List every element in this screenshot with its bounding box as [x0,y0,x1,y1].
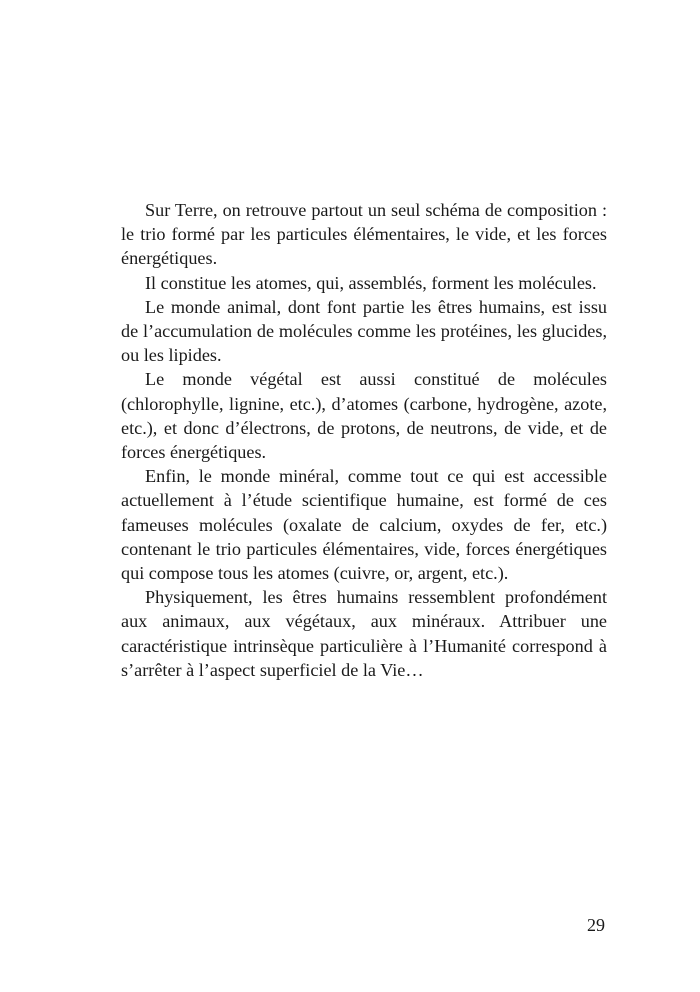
paragraph-4: Le monde végétal est aussi constitué de molécules (chlorophylle, lignine, etc.), d’atomes (carbone, hydrogène, azote, etc.), et donc d’électrons, de protons, de neutrons, de vide, et de forces énergétiques. [121,369,607,463]
paragraph-3: Le monde animal, dont font partie les êtres humains, est issu de l’accumulation de molécules comme les protéines, les glucides, ou les lipides. [121,296,607,366]
paragraph-2: Il constitue les atomes, qui, assemblés, forment les molécules. [145,272,597,293]
paragraph-1: Sur Terre, on retrouve partout un seul schéma de composition : le trio formé par les particules élémentaires, le vide, et les forces énergétiques. [121,200,607,269]
body-text [121,198,607,682]
paragraph-6: Physiquement, les êtres humains ressemblent profondément aux animaux, aux végétaux, aux minéraux. Attribuer une caractéristique intrinsèque particulière à l’Humanité correspond à s’arrêter à l’aspect superficiel de la Vie… [121,587,607,680]
page-number: 29 [587,915,605,935]
paragraph-5: Enfin, le monde minéral, comme tout ce qui est accessible actuellement à l’étude scientifique humaine, est formé de ces fameuses molécules (oxalate de calcium, oxydes de fer, etc.) contenant le trio particules élémentaires, vide, forces énergétiques qui compose tous les atomes (cuivre, or, argent, etc.). [121,466,607,584]
